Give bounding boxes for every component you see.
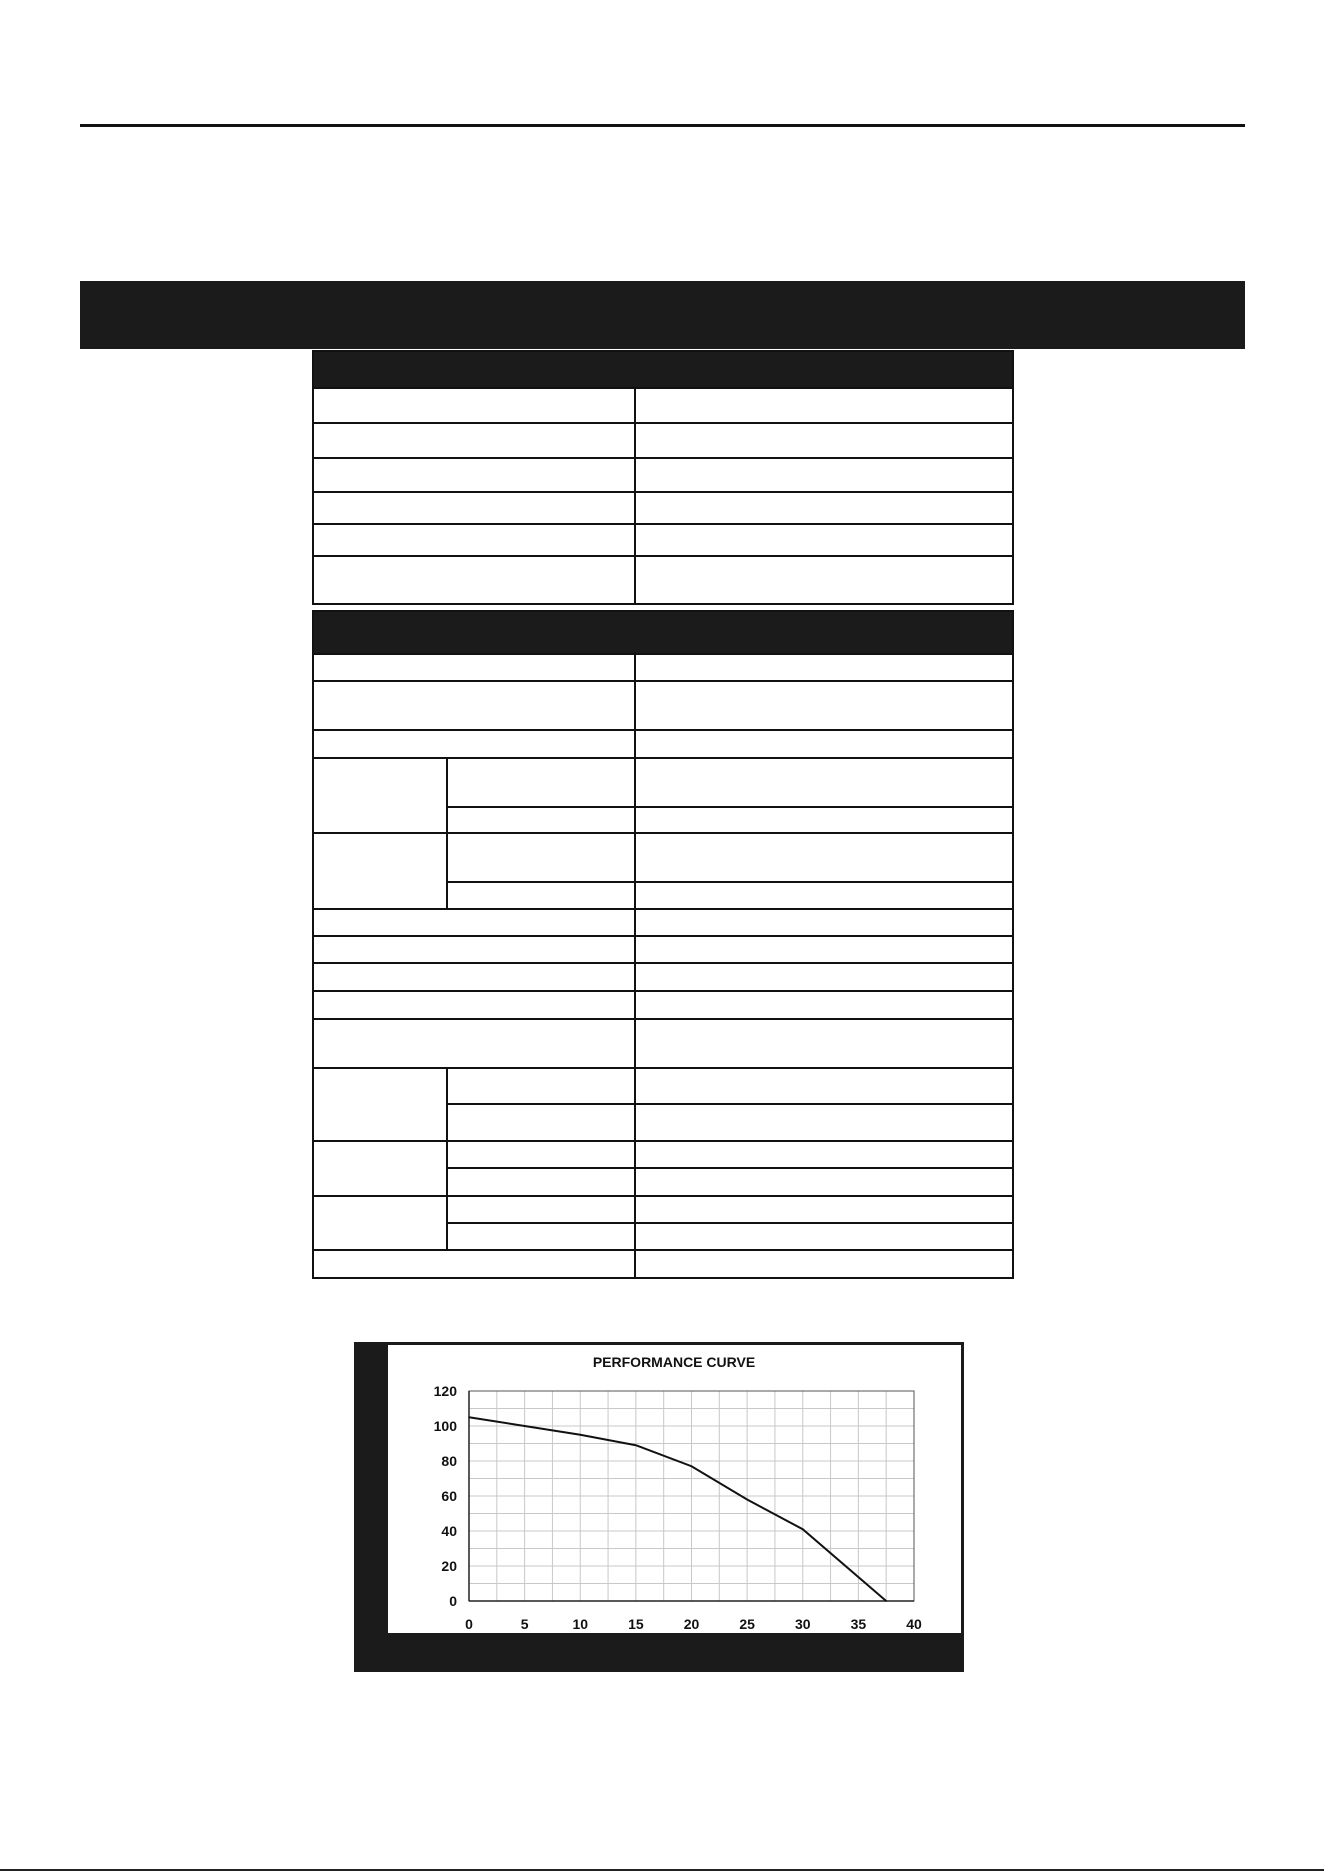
performance-curve-point [635, 1444, 637, 1446]
y-tick-label: 120 [433, 1383, 457, 1399]
spec-label-cell [313, 963, 635, 991]
spec-value-cell [635, 492, 1013, 524]
y-tick-label: 40 [441, 1523, 457, 1539]
chart-title: PERFORMANCE CURVE [592, 1354, 756, 1370]
section-banner [80, 281, 1245, 349]
y-tick-label: 0 [449, 1593, 457, 1609]
y-tick-label: 100 [433, 1418, 457, 1434]
spec-value-cell [635, 807, 1013, 833]
performance-curve-point [885, 1600, 887, 1602]
spec-sublabel-cell [447, 807, 635, 833]
header-rule [80, 124, 1245, 127]
spec-label-cell [313, 654, 635, 681]
spec-value-cell [635, 681, 1013, 730]
performance-curve-point [746, 1499, 748, 1501]
y-tick-label: 80 [441, 1453, 457, 1469]
spec-value-cell [635, 458, 1013, 492]
performance-chart [388, 1345, 961, 1633]
chart-grid [469, 1391, 914, 1601]
performance-chart-panel [388, 1345, 961, 1633]
spec-value-cell [635, 991, 1013, 1019]
spec-value-cell [635, 963, 1013, 991]
spec-sublabel-cell [447, 1104, 635, 1141]
spec-label-cell [313, 556, 635, 604]
spec-label-cell [313, 730, 635, 758]
spec-group-cell [313, 1141, 447, 1196]
x-tick-label: 0 [465, 1616, 473, 1632]
spec-label-cell [313, 681, 635, 730]
x-tick-label: 20 [683, 1616, 700, 1632]
spec-sublabel-cell [447, 1068, 635, 1104]
spec-group-cell [313, 833, 447, 909]
spec-label-cell [313, 991, 635, 1019]
table-header [313, 611, 1013, 654]
spec-sublabel-cell [447, 833, 635, 882]
spec-value-cell [635, 1068, 1013, 1104]
spec-label-cell [313, 388, 635, 423]
spec-label-cell [313, 1019, 635, 1068]
spec-value-cell [635, 1104, 1013, 1141]
spec-group-cell [313, 1068, 447, 1141]
spec-label-cell [313, 909, 635, 936]
spec-value-cell [635, 882, 1013, 909]
specification-table-1 [312, 350, 1014, 605]
spec-value-cell [635, 423, 1013, 458]
specification-table-2 [312, 610, 1014, 1279]
spec-value-cell [635, 936, 1013, 963]
y-tick-label: 20 [441, 1558, 457, 1574]
x-tick-label: 30 [794, 1616, 811, 1632]
spec-label-cell [313, 524, 635, 556]
performance-curve-point [524, 1425, 526, 1427]
performance-curve-point [802, 1528, 804, 1530]
spec-value-cell [635, 654, 1013, 681]
performance-chart-frame [354, 1342, 964, 1672]
performance-curve-point [468, 1416, 470, 1418]
spec-value-cell [635, 909, 1013, 936]
x-tick-label: 25 [739, 1616, 755, 1632]
spec-value-cell [635, 1168, 1013, 1196]
x-tick-label: 5 [520, 1616, 529, 1632]
spec-sublabel-cell [447, 1223, 635, 1250]
spec-sublabel-cell [447, 1168, 635, 1196]
y-tick-label: 60 [441, 1488, 457, 1504]
spec-value-cell [635, 1223, 1013, 1250]
spec-label-cell [313, 423, 635, 458]
x-tick-label: 35 [850, 1616, 867, 1632]
x-tick-label: 10 [572, 1616, 589, 1632]
table-header [313, 351, 1013, 388]
spec-value-cell [635, 1141, 1013, 1168]
spec-label-cell [313, 458, 635, 492]
spec-sublabel-cell [447, 1141, 635, 1168]
spec-value-cell [635, 1019, 1013, 1068]
spec-value-cell [635, 388, 1013, 423]
spec-group-cell [313, 758, 447, 833]
chart-tick-labels [434, 1383, 922, 1632]
spec-value-cell [635, 758, 1013, 807]
spec-sublabel-cell [447, 1196, 635, 1223]
spec-value-cell [635, 730, 1013, 758]
spec-value-cell [635, 556, 1013, 604]
spec-sublabel-cell [447, 758, 635, 807]
spec-label-cell [313, 936, 635, 963]
performance-curve-line [469, 1417, 886, 1601]
spec-group-cell [313, 1196, 447, 1250]
spec-label-cell [313, 1250, 635, 1278]
performance-curve-point [579, 1434, 581, 1436]
chart-series [468, 1416, 887, 1601]
footer-rule [0, 1869, 1324, 1871]
spec-value-cell [635, 833, 1013, 882]
spec-value-cell [635, 524, 1013, 556]
performance-curve-point [691, 1465, 693, 1467]
spec-sublabel-cell [447, 882, 635, 909]
spec-value-cell [635, 1250, 1013, 1278]
x-tick-label: 40 [906, 1616, 922, 1632]
spec-label-cell [313, 492, 635, 524]
spec-value-cell [635, 1196, 1013, 1223]
x-tick-label: 15 [628, 1616, 644, 1632]
